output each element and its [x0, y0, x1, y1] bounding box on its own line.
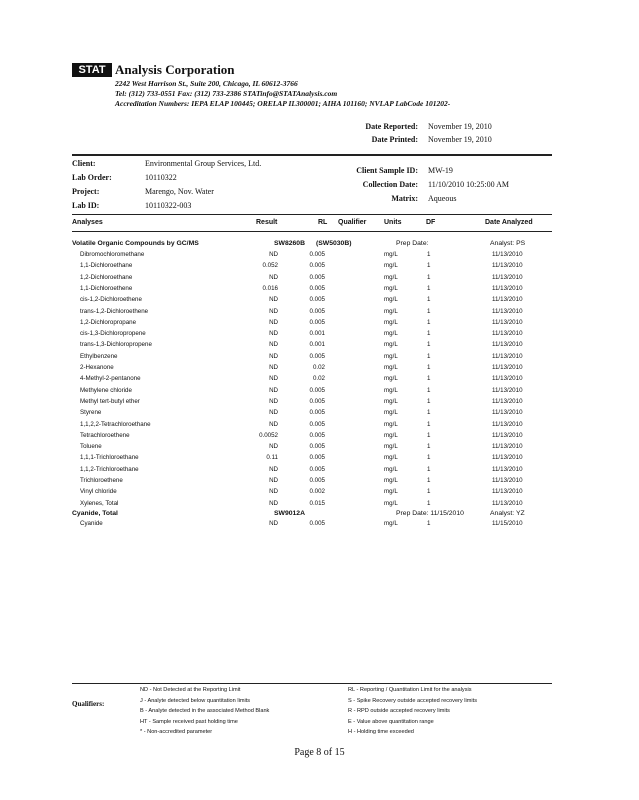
col-df: DF [426, 219, 436, 226]
units-value: mg/L [384, 499, 398, 507]
date-analyzed-value: 11/13/2010 [492, 499, 523, 507]
accreditation-numbers: Accreditation Numbers: IEPA ELAP 100445; ORELAP IL300001; AIHA 101160; NVLAP LabCode 101202- [115, 99, 451, 108]
date-analyzed-value: 11/13/2010 [492, 443, 523, 451]
date-analyzed-value: 11/13/2010 [492, 386, 523, 394]
analyte-name: Methyl tert-butyl ether [80, 397, 140, 405]
analyte-name: 2-Hexanone [80, 364, 114, 371]
divider-top [72, 154, 552, 156]
result-value: 0.11 [266, 454, 278, 462]
result-value: ND [269, 375, 278, 383]
divider-footer [72, 683, 552, 684]
analyte-name: 4-Methyl-2-pentanone [80, 375, 141, 383]
analyte-name: 1,1,2-Trichloroethane [80, 465, 139, 473]
project-value: Marengo, Nov. Water [145, 187, 214, 196]
qualifier-note: RL - Reporting / Quantitation Limit for the analysis [348, 687, 472, 693]
df-value: 1 [427, 273, 431, 281]
rl-value: 0.001 [309, 341, 325, 349]
table-row [72, 500, 552, 511]
df-value: 1 [427, 375, 431, 383]
rl-value: 0.005 [309, 443, 325, 451]
result-value: ND [269, 443, 278, 451]
result-value: ND [269, 465, 278, 473]
cyanide-method: SW9012A [274, 510, 305, 517]
table-row [72, 477, 552, 488]
result-value: ND [269, 520, 278, 527]
lab-id-label: Lab ID: [72, 201, 100, 210]
table-row [72, 251, 552, 262]
result-value: ND [269, 420, 278, 428]
date-analyzed-value: 11/13/2010 [492, 273, 523, 281]
units-value: mg/L [384, 431, 398, 439]
table-row [72, 421, 552, 432]
analyte-name: Styrene [80, 409, 102, 417]
df-value: 1 [427, 520, 431, 527]
rl-value: 0.005 [309, 386, 325, 394]
units-value: mg/L [384, 443, 398, 451]
df-value: 1 [427, 477, 431, 484]
client-sample-id-label: Client Sample ID: [356, 166, 418, 175]
voc-title: Volatile Organic Compounds by GC/MS [72, 240, 199, 247]
rl-value: 0.005 [309, 296, 325, 304]
page-number: Page 8 of 15 [294, 747, 345, 758]
analyte-name: Xylenes, Total [80, 499, 119, 507]
collection-date-value: 11/10/2010 10:25:00 AM [428, 180, 510, 189]
date-reported-label: Date Reported: [365, 122, 418, 131]
result-value: ND [269, 364, 278, 371]
table-row [72, 330, 552, 341]
table-row [72, 341, 552, 352]
date-analyzed-value: 11/13/2010 [492, 307, 523, 315]
rl-value: 0.005 [309, 262, 325, 270]
result-value: ND [269, 409, 278, 417]
col-date-analyzed: Date Analyzed [485, 219, 533, 226]
company-address: 2242 West Harrison St., Suite 200, Chicago, IL 60612-3766 [115, 79, 298, 88]
rl-value: 0.002 [309, 488, 325, 496]
result-value: 0.0052 [259, 431, 278, 439]
rl-value: 0.005 [309, 307, 325, 315]
rl-value: 0.005 [309, 477, 325, 484]
date-analyzed-value: 11/13/2010 [492, 352, 523, 360]
df-value: 1 [427, 465, 431, 473]
analyte-name: Dibromochloromethane [80, 251, 145, 258]
col-analyses: Analyses [72, 219, 103, 226]
table-row [72, 466, 552, 477]
voc-prep-method: (SW5030B) [316, 240, 352, 247]
date-analyzed-value: 11/13/2010 [492, 318, 523, 326]
df-value: 1 [427, 330, 431, 338]
analyte-name: 1,1,1-Trichloroethane [80, 454, 139, 462]
result-value: ND [269, 488, 278, 496]
result-value: ND [269, 307, 278, 315]
date-analyzed-value: 11/13/2010 [492, 284, 523, 292]
df-value: 1 [427, 431, 431, 439]
units-value: mg/L [384, 251, 398, 258]
table-row [72, 353, 552, 364]
analyte-name: cis-1,3-Dichloropropene [80, 330, 146, 338]
df-value: 1 [427, 364, 431, 371]
analyte-name: cis-1,2-Dichloroethene [80, 296, 142, 304]
df-value: 1 [427, 318, 431, 326]
table-row [72, 308, 552, 319]
result-value: ND [269, 477, 278, 484]
units-value: mg/L [384, 364, 398, 371]
result-value: 0.052 [262, 262, 278, 270]
divider-header [72, 214, 552, 215]
table-row [72, 285, 552, 296]
result-value: ND [269, 273, 278, 281]
date-analyzed-value: 11/13/2010 [492, 465, 523, 473]
units-value: mg/L [384, 352, 398, 360]
qualifiers-label: Qualifiers: [72, 700, 105, 708]
units-value: mg/L [384, 465, 398, 473]
company-name: Analysis Corporation [115, 62, 235, 77]
df-value: 1 [427, 352, 431, 360]
table-row [72, 520, 552, 531]
client-label: Client: [72, 159, 96, 168]
units-value: mg/L [384, 341, 398, 349]
qualifier-note: B - Analyte detected in the associated Method Blank [140, 708, 270, 714]
date-printed-value: November 19, 2010 [428, 135, 492, 144]
date-analyzed-value: 11/13/2010 [492, 488, 523, 496]
table-row [72, 432, 552, 443]
col-result: Result [256, 219, 278, 226]
table-row [72, 319, 552, 330]
units-value: mg/L [384, 330, 398, 338]
result-value: ND [269, 296, 278, 304]
table-row [72, 364, 552, 375]
voc-method: SW8260B [274, 240, 305, 247]
analyte-name: 1,1,2,2-Tetrachloroethane [80, 420, 151, 428]
table-row [72, 488, 552, 499]
table-row [72, 296, 552, 307]
project-label: Project: [72, 187, 100, 196]
units-value: mg/L [384, 409, 398, 417]
rl-value: 0.005 [309, 273, 325, 281]
rl-value: 0.005 [309, 318, 325, 326]
result-value: ND [269, 330, 278, 338]
date-analyzed-value: 11/13/2010 [492, 397, 523, 405]
units-value: mg/L [384, 318, 398, 326]
date-analyzed-value: 11/13/2010 [492, 409, 523, 417]
units-value: mg/L [384, 477, 398, 484]
qualifier-note: S - Spike Recovery outside accepted recovery limits [348, 697, 478, 704]
qualifier-note: ND - Not Detected at the Reporting Limit [140, 687, 241, 693]
date-analyzed-value: 11/13/2010 [492, 364, 523, 371]
date-analyzed-value: 11/13/2010 [492, 251, 523, 258]
cyanide-title: Cyanide, Total [72, 510, 118, 517]
rl-value: 0.02 [312, 364, 325, 371]
qualifier-note: HT - Sample received past holding time [140, 718, 238, 725]
df-value: 1 [427, 409, 431, 417]
matrix-label: Matrix: [391, 194, 418, 203]
company-contact: Tel: (312) 733-0551 Fax: (312) 733-2386 STATinfo@STATAnalysis.com [115, 89, 338, 98]
qualifier-note: H - Holding time exceeded [348, 729, 414, 735]
divider-columns [72, 231, 552, 232]
collection-date-label: Collection Date: [362, 180, 418, 189]
date-analyzed-value: 11/13/2010 [492, 431, 523, 439]
analyte-name: Toluene [80, 443, 102, 451]
units-value: mg/L [384, 397, 398, 405]
units-value: mg/L [384, 420, 398, 428]
table-row [72, 454, 552, 465]
date-analyzed-value: 11/13/2010 [492, 454, 523, 462]
date-analyzed-value: 11/13/2010 [492, 262, 523, 270]
result-value: ND [269, 352, 278, 360]
date-analyzed-value: 11/13/2010 [492, 420, 523, 428]
table-row [72, 443, 552, 454]
result-value: ND [269, 341, 278, 349]
lab-order-value: 10110322 [145, 173, 177, 182]
rl-value: 0.001 [309, 330, 325, 338]
voc-prep-date: Prep Date: [396, 240, 429, 247]
result-value: 0.016 [262, 284, 278, 292]
analyte-name: Trichloroethene [80, 477, 123, 484]
units-value: mg/L [384, 296, 398, 304]
table-row [72, 387, 552, 398]
rl-value: 0.005 [309, 431, 325, 439]
result-value: ND [269, 318, 278, 326]
table-row [72, 262, 552, 273]
rl-value: 0.005 [309, 454, 325, 462]
date-analyzed-value: 11/15/2010 [492, 520, 523, 527]
df-value: 1 [427, 454, 431, 462]
units-value: mg/L [384, 262, 398, 270]
df-value: 1 [427, 262, 431, 270]
rl-value: 0.02 [312, 375, 325, 383]
company-logo: STAT [72, 63, 112, 77]
client-sample-id-value: MW-19 [428, 166, 453, 175]
table-row [72, 409, 552, 420]
df-value: 1 [427, 499, 431, 507]
voc-group-header [72, 240, 552, 251]
df-value: 1 [427, 488, 431, 496]
table-row [72, 274, 552, 285]
analyte-name: 1,1-Dichloroethene [80, 284, 133, 292]
rl-value: 0.005 [309, 397, 325, 405]
df-value: 1 [427, 420, 431, 428]
analyte-name: Tetrachloroethene [80, 431, 130, 439]
units-value: mg/L [384, 273, 398, 281]
cyanide-analyst: Analyst: YZ [490, 510, 525, 517]
result-value: ND [269, 499, 278, 507]
df-value: 1 [427, 341, 431, 349]
df-value: 1 [427, 443, 431, 451]
rl-value: 0.005 [309, 520, 325, 527]
analyte-name: trans-1,2-Dichloroethene [80, 307, 149, 315]
table-row [72, 398, 552, 409]
df-value: 1 [427, 397, 431, 405]
date-printed-label: Date Printed: [371, 135, 418, 144]
qualifier-note: J - Analyte detected below quantitation limits [140, 697, 251, 704]
date-analyzed-value: 11/13/2010 [492, 477, 523, 484]
units-value: mg/L [384, 386, 398, 394]
qualifier-note: R - RPD outside accepted recovery limits [348, 708, 450, 714]
result-value: ND [269, 251, 278, 258]
lab-order-label: Lab Order: [72, 173, 112, 182]
qualifier-note: * - Non-accredited parameter [140, 729, 213, 735]
analyte-name: 1,2-Dichloroethane [80, 273, 133, 281]
lab-id-value: 10110322-003 [145, 201, 192, 210]
result-value: ND [269, 397, 278, 405]
df-value: 1 [427, 251, 431, 258]
rl-value: 0.005 [309, 284, 325, 292]
date-reported-value: November 19, 2010 [428, 122, 492, 131]
col-qualifier: Qualifier [338, 219, 367, 226]
df-value: 1 [427, 307, 431, 315]
date-analyzed-value: 11/13/2010 [492, 341, 523, 349]
analyte-name: 1,1-Dichloroethane [80, 262, 133, 270]
units-value: mg/L [384, 375, 398, 383]
cyanide-prep-date: Prep Date: 11/15/2010 [396, 510, 464, 517]
date-analyzed-value: 11/13/2010 [492, 375, 523, 383]
table-row [72, 375, 552, 386]
rl-value: 0.005 [309, 409, 325, 417]
client-value: Environmental Group Services, Ltd. [145, 159, 262, 168]
analyte-name: Vinyl chloride [80, 488, 117, 496]
analyte-name: Methylene chloride [80, 386, 132, 394]
result-value: ND [269, 386, 278, 394]
units-value: mg/L [384, 284, 398, 292]
matrix-value: Aqueous [428, 194, 457, 203]
rl-value: 0.015 [309, 499, 325, 507]
col-rl: RL [318, 219, 328, 226]
date-analyzed-value: 11/13/2010 [492, 330, 523, 338]
df-value: 1 [427, 386, 431, 394]
rl-value: 0.005 [309, 352, 325, 360]
rl-value: 0.005 [309, 251, 325, 258]
col-units: Units [384, 219, 402, 226]
df-value: 1 [427, 284, 431, 292]
units-value: mg/L [384, 520, 398, 527]
analyte-name: trans-1,3-Dichloropropene [80, 341, 152, 349]
units-value: mg/L [384, 307, 398, 315]
units-value: mg/L [384, 454, 398, 462]
voc-analyst: Analyst: PS [490, 240, 526, 247]
analyte-name: 1,2-Dichloropropane [80, 318, 137, 326]
qualifier-note: E - Value above quantitation range [348, 718, 434, 725]
rl-value: 0.005 [309, 420, 325, 428]
rl-value: 0.005 [309, 465, 325, 473]
analyte-name: Ethylbenzene [80, 352, 118, 360]
df-value: 1 [427, 296, 431, 304]
units-value: mg/L [384, 488, 398, 496]
date-analyzed-value: 11/13/2010 [492, 296, 523, 304]
analyte-name: Cyanide [80, 520, 103, 527]
